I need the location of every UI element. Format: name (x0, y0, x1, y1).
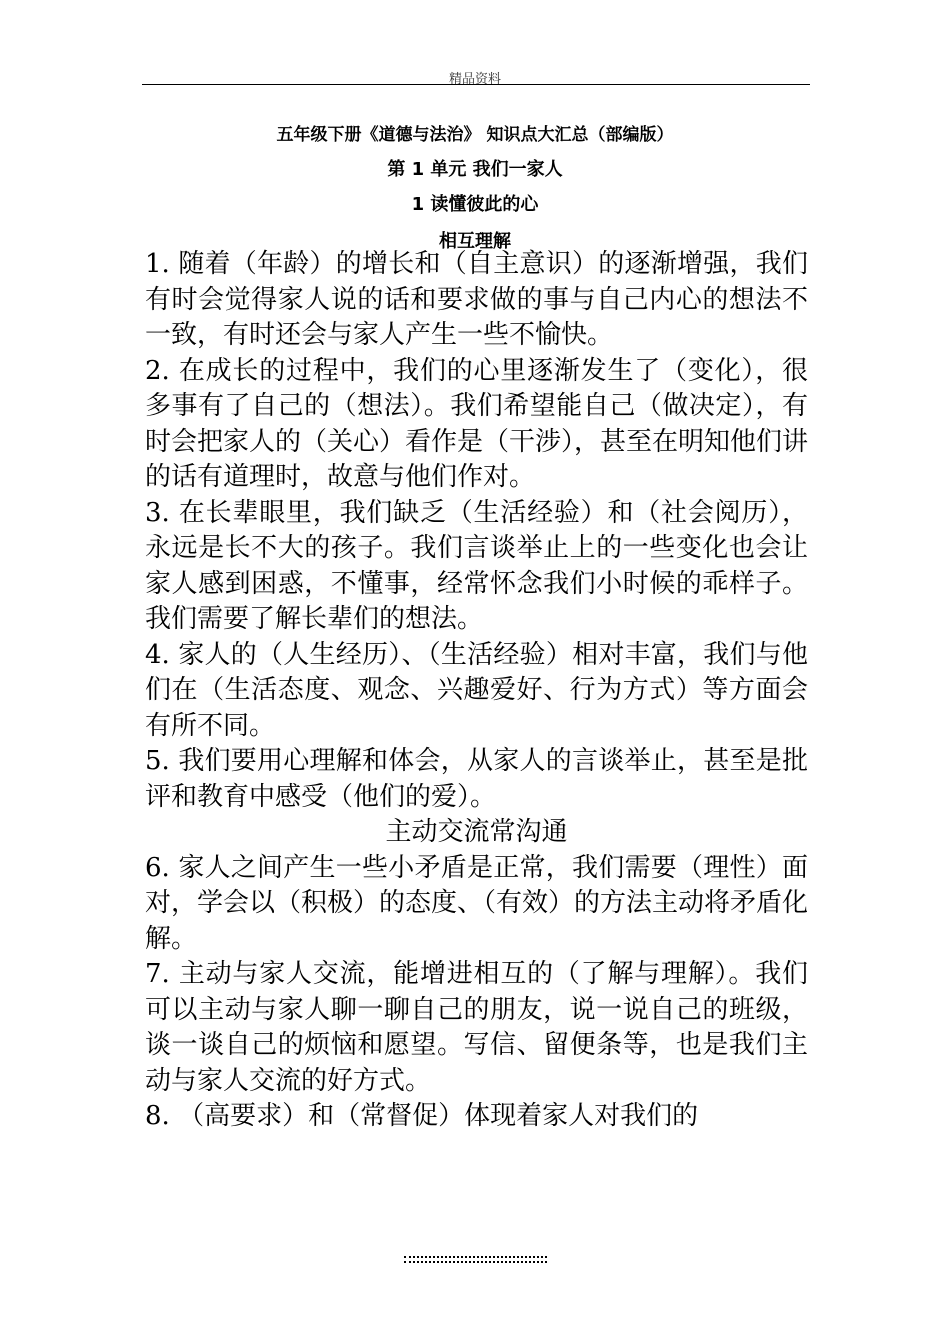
paragraph-3: 3. 在长辈眼里，我们缺乏（生活经验）和（社会阅历），永远是长不大的孩子。我们言谈举止上的一些变化也会让家人感到困惑，不懂事，经常怀念我们小时候的乖样子。我们需要了解长辈们的想法。 (145, 497, 808, 634)
paragraph-6: 6. 家人之间产生一些小矛盾是正常，我们需要（理性）面对，学会以（积极）的态度、（有效）的方法主动将矛盾化解。 (145, 852, 809, 954)
section-heading-communication: 主动交流常沟通 (385, 817, 568, 847)
header-label: 精品资料 (448, 72, 501, 87)
paragraph-2: 2. 在成长的过程中，我们的心里逐渐发生了（变化），很多事有了自己的（想法）。我们希望能自己（做决定），有时会把家人的（关心）看作是（干涉），甚至在明知他们讲的话有道理时，故意与他们作对。 (145, 355, 809, 492)
paragraph-5: 5. 我们要用心理解和体会，从家人的言谈举止，甚至是批评和教育中感受（他们的爱）。 (145, 746, 808, 812)
paragraph-1: 1. 随着（年龄）的增长和（自主意识）的逐渐增强，我们有时会觉得家人说的话和要求做的事与自己内心的想法不一致，有时还会与家人产生一些不愉快。 (145, 249, 808, 350)
unit-heading: 第 1 单元 我们一家人 (387, 159, 563, 180)
document-body (145, 247, 808, 1135)
section-heading-understanding: 相互理解 (439, 231, 511, 252)
lesson-heading: 1 读懂彼此的心 (411, 194, 539, 215)
footer-dotted-rule-bottom (404, 1261, 547, 1263)
document-title: 五年级下册《道德与法治》 知识点大汇总（部编版） (276, 125, 674, 145)
paragraph-8: 8. （高要求）和（常督促）体现着家人对我们的 (145, 1101, 699, 1131)
paragraph-7: 7. 主动与家人交流，能增进相互的（了解与理解）。我们可以主动与家人聊一聊自己的朋友，说一说自己的班级，谈一谈自己的烦恼和愿望。写信、留便条等，也是我们主动与家人交流的好方式。 (145, 959, 808, 1096)
paragraph-4: 4. 家人的（人生经历）、（生活经验）相对丰富，我们与他们在（生活态度、观念、兴趣爱好、行为方式）等方面会有所不同。 (145, 639, 808, 741)
footer-dotted-rule-top (404, 1256, 547, 1258)
header-rule (142, 84, 810, 85)
